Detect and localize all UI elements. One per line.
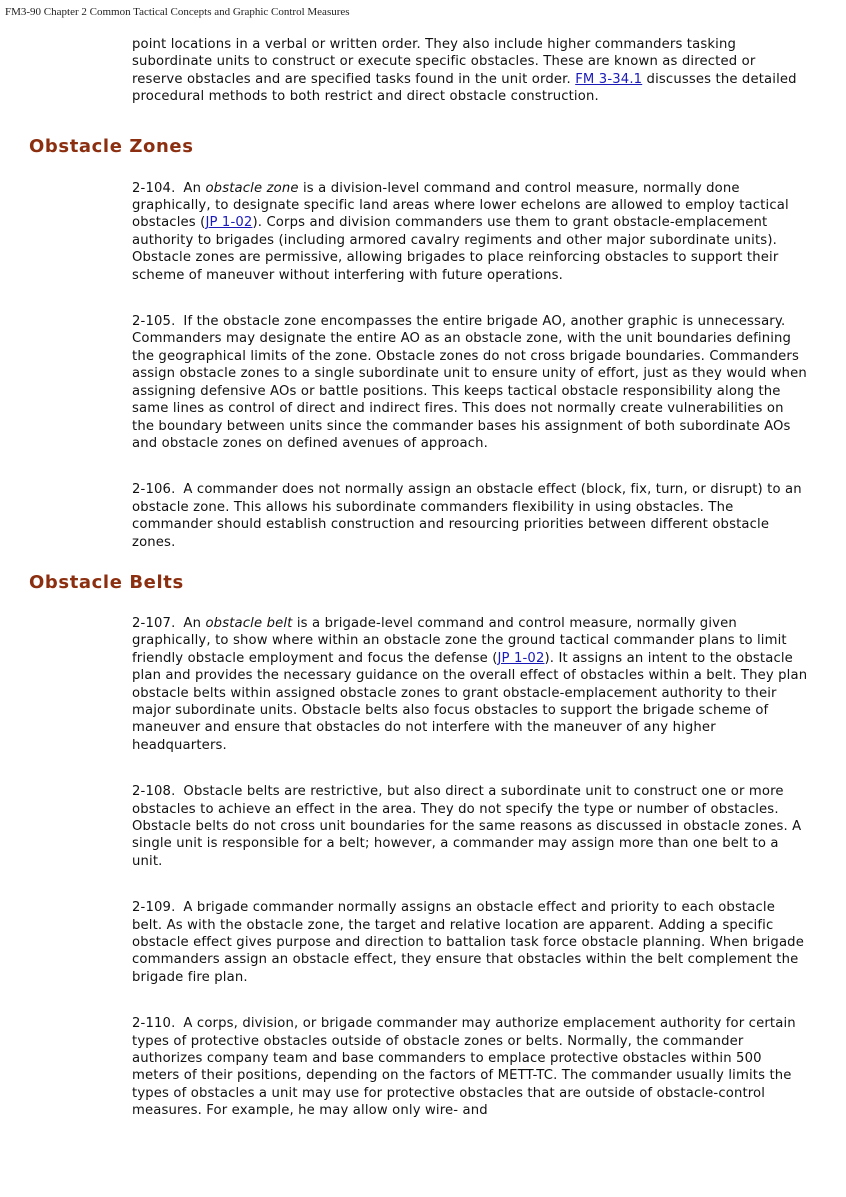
paragraph-text: Obstacle belts are restrictive, but also direct a subordinate unit to construct one or more obstacles to achieve an effect in the area. They do not specify the type or number of obstacles. Obstacle belts do not cross unit boundaries for the same reasons as discussed in obstacle zones. A single unit is responsible for a belt; however, a commander may assign more than one belt to a unit. — [132, 784, 802, 869]
paragraph-number: 2-107. — [132, 615, 176, 631]
section-title-obstacle-zones: Obstacle Zones — [29, 135, 194, 157]
paragraph-text: A corps, division, or brigade commander may authorize emplacement authority for certain types of protective obstacles outside of obstacle zones or belts. Normally, the commander authorizes company team and base commanders to emplace protective obstacles within 500 meters of their positions, depending on the factors of METT-TC. The commander usually limits the types of obstacles a unit may use for protective obstacles that are outside of obstacle-control measures. For example, he may allow only wire- and — [132, 1016, 796, 1119]
paragraph-2-106 — [132, 481, 808, 551]
paragraph-2-108 — [132, 783, 808, 870]
paragraph-2-109 — [132, 899, 808, 986]
document-body — [0, 36, 846, 1120]
intro-text-end: discusses the detailed procedural methods to both restrict and direct obstacle construction. — [132, 71, 797, 105]
intro-paragraph — [132, 36, 808, 106]
paragraph-2-107 — [132, 615, 808, 754]
paragraph-text: is a brigade-level command and control measure, normally given graphically, to show where within an obstacle zone the ground tactical commander plans to limit friendly obstacle employment and focus the defense ( — [132, 615, 787, 666]
paragraph-2-104 — [132, 180, 808, 284]
paragraph-2-110 — [132, 1015, 808, 1119]
paragraph-2-105 — [132, 313, 808, 452]
paragraph-number: 2-109. — [132, 900, 176, 916]
running-header: FM3-90 Chapter 2 Common Tactical Concepts and Graphic Control Measures — [5, 6, 350, 18]
paragraph-text: ). Corps and division commanders use them to grant obstacle-emplacement authority to brigades (including armored cavalry regiments and other major subordinate units). Obstacle zones are permissive, allowing brigades to place reinforcing obstacles to support their scheme of maneuver without interfering with future operations. — [132, 215, 779, 283]
paragraph-number: 2-110. — [132, 1016, 176, 1032]
paragraph-number: 2-108. — [132, 784, 176, 800]
paragraph-text: An — [183, 180, 206, 196]
paragraph-text: A brigade commander normally assigns an obstacle effect and priority to each obstacle belt. As with the obstacle zone, the target and relative location are apparent. Adding a specific obstacle effect gives purpose and direction to battalion task force obstacle planning. When brigade commanders assign an obstacle effect, they ensure that obstacles within the belt complement the brigade fire plan. — [132, 900, 804, 985]
intro-text: point locations in a verbal or written order. They also include higher commanders tasking subordinate units to construct or execute specific obstacles. These are known as directed or reserve obstacles and are specified tasks found in the unit order. — [132, 37, 756, 87]
paragraph-number: 2-104. — [132, 180, 176, 196]
section-title-obstacle-belts: Obstacle Belts — [29, 571, 184, 593]
jp-1-02-link[interactable]: JP 1-02 — [205, 215, 253, 231]
paragraph-text: A commander does not normally assign an obstacle effect (block, fix, turn, or disrupt) to an obstacle zone. This allows his subordinate commanders flexibility in using obstacles. The commander should establish construction and resourcing priorities between different obstacle zones. — [132, 482, 802, 550]
paragraph-text: An — [183, 615, 206, 631]
paragraph-text: is a division-level command and control measure, normally done graphically, to designate specific land areas where lower echelons are allowed to employ tactical obstacles ( — [132, 180, 789, 231]
paragraph-number: 2-106. — [132, 482, 176, 498]
term-obstacle-zone: obstacle zone — [205, 180, 299, 196]
jp-1-02-link[interactable]: JP 1-02 — [497, 650, 545, 666]
term-obstacle-belt: obstacle belt — [205, 615, 293, 631]
fm-3-34-1-link[interactable]: FM 3-34.1 — [575, 71, 643, 87]
paragraph-number: 2-105. — [132, 314, 176, 330]
paragraph-text: If the obstacle zone encompasses the entire brigade AO, another graphic is unnecessary. Commanders may designate the entire AO as an obstacle zone, with the unit boundaries defining the geographical limits of the zone. Obstacle zones do not cross brigade boundaries. Commanders assign obstacle zones to a single subordinate unit to ensure unity of effort, just as they would when assigning defensive AOs or battle positions. This keeps tactical obstacle responsibility along the same lines as control of direct and indirect fires. This does not normally create vulnerabilities on the boundary between units since the commander bases his assignment of both subordinate AOs and obstacle zones on defined avenues of approach. — [132, 314, 807, 451]
paragraph-text: ). It assigns an intent to the obstacle plan and provides the necessary guidance on the overall effect of obstacles within a belt. They plan obstacle belts within assigned obstacle zones to grant obstacle-emplacement authority to their major subordinate units. Obstacle belts also focus obstacles to support the brigade scheme of maneuver and ensure that obstacles do not interfere with the maneuver of any higher headquarters. — [132, 650, 808, 753]
